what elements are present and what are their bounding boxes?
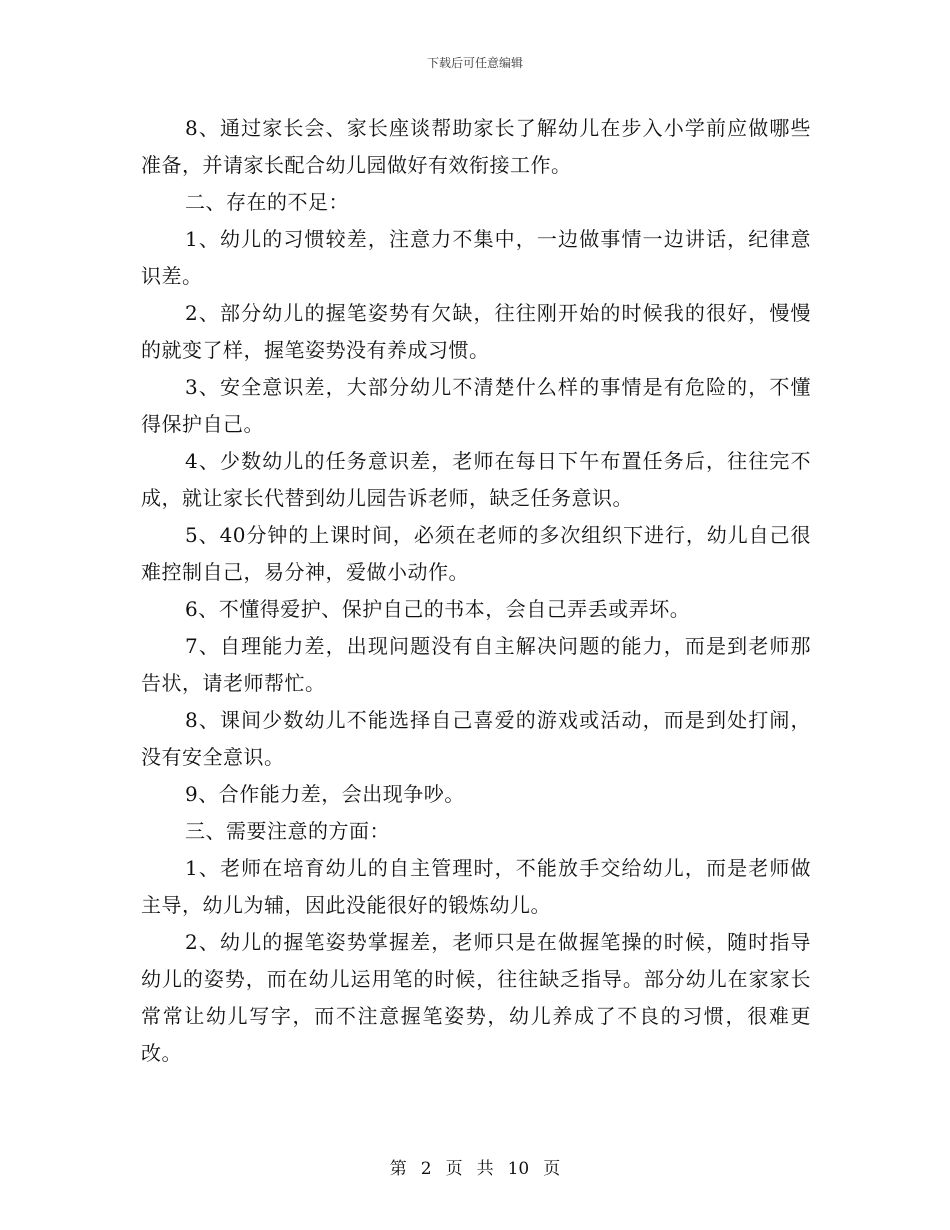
paragraph: 7、自理能力差，出现问题没有自主解决问题的能力，而是到老师那告状，请老师帮忙。 xyxy=(141,634,811,695)
section-heading: 三、需要注意的方面： xyxy=(185,819,390,843)
paragraph: 6、不懂得爱护、保护自己的书本，会自己弄丢或弄坏。 xyxy=(185,597,691,621)
document-body xyxy=(141,110,811,1072)
paragraph: 4、少数幼儿的任务意识差，老师在每日下午布置任务后，往往完不成，就让家长代替到幼儿园告诉老师，缺乏任务意识。 xyxy=(141,449,811,510)
paragraph: 2、幼儿的握笔姿势掌握差，老师只是在做握笔操的时候，随时指导幼儿的姿势，而在幼儿运用笔的时候，往往缺乏指导。部分幼儿在家家长常常让幼儿写字，而不注意握笔姿势，幼儿养成了不良的习惯，很难更改。 xyxy=(141,930,811,1065)
footer-page-word: 页 xyxy=(445,1159,463,1179)
footer-total-pages: 10 xyxy=(507,1159,530,1179)
section-heading: 二、存在的不足： xyxy=(185,190,349,214)
paragraph: 3、安全意识差，大部分幼儿不清楚什么样的事情是有危险的，不懂得保护自己。 xyxy=(141,375,811,436)
paragraph: 8、通过家长会、家长座谈帮助家长了解幼儿在步入小学前应做哪些准备，并请家长配合幼儿园做好有效衔接工作。 xyxy=(141,116,811,177)
page-footer xyxy=(0,1154,950,1179)
paragraph: 1、老师在培育幼儿的自主管理时，不能放手交给幼儿，而是老师做主导，幼儿为辅，因此没能很好的锻炼幼儿。 xyxy=(141,856,811,917)
paragraph: 5、40分钟的上课时间，必须在老师的多次组织下进行，幼儿自己很难控制自己，易分神，爱做小动作。 xyxy=(141,523,811,584)
footer-page-number: 2 xyxy=(420,1159,432,1179)
paragraph: 1、幼儿的习惯较差，注意力不集中，一边做事情一边讲话，纪律意识差。 xyxy=(141,227,811,288)
footer-total-prefix: 共 xyxy=(476,1159,494,1179)
paragraph: 9、合作能力差，会出现争吵。 xyxy=(185,782,465,806)
footer-suffix: 页 xyxy=(543,1159,561,1179)
footer-prefix: 第 xyxy=(389,1159,407,1179)
paragraph: 8、课间少数幼儿不能选择自己喜爱的游戏或活动，而是到处打闹，没有安全意识。 xyxy=(141,708,811,769)
paragraph: 2、部分幼儿的握笔姿势有欠缺，往往刚开始的时候我的很好，慢慢的就变了样，握笔姿势没有养成习惯。 xyxy=(141,301,811,362)
page-header: 下载后可任意编辑 xyxy=(426,56,523,70)
